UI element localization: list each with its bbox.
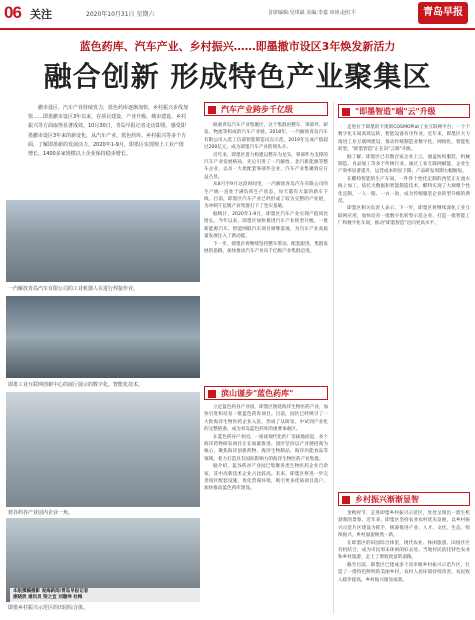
paragraph: 在即墨区的田园综合体里，现代农业、休闲旅游、田园社区有机结合，成为市民周末休闲的好去处。当地村民依托特色农业和乡村旅游，走上了增收致富的道路。 [338,540,470,561]
paragraph: 纵观青岛汽车产业集聚区，这个集群由整车、零部件、研发、物流等构成的汽车产业链。2018年，一汽解放青岛汽车有限公司入选工信部智能制造试点示范，2019年完成产值超过200亿元，成为即墨汽车产业的领头羊。 [204,123,328,151]
photo-caption: 即墨工业互联网创新中心的展厅展示的数字化、智能化技术。 [8,382,144,388]
paragraph: 在酷特智能的生产车间，一件件个性化定制的西装正在流水线上加工。依托大数据和智能制造技术，酷特实现了大规模个性化定制，一人一版、一衣一款，成为传统服装企业转型升级的典范。 [338,176,470,205]
paragraph: 在蓝色药谷产业园，一座座现代化的厂房拔地而起，多个海洋药物研发项目正在加紧推进。园区坚持以产业链招商为核心，聚焦海洋创新药物、海洋生物制品、海洋功能食品等领域，着力打造具有国际影响力的海洋生物医药产业集群。 [204,434,328,462]
photo-caption: 即墨乡村振兴示范区的田园综合体。 [8,605,89,611]
photo-pharma-park [6,392,200,507]
section-title: "即墨智造"端"云"升级 [355,107,436,116]
paragraph: 下一步，即墨区将继续坚持整车带动、配套跟进、集群发展的思路，加快推动汽车产业向千亿级产业集群迈进。 [204,241,328,254]
issue-date: 2020年10月31日 星期六 [86,11,155,18]
photo-robot-welding [6,200,200,282]
reporter-credits: 本版撰稿摄影 观海新闻/青岛早报记者 康晓欣 通讯员 梁之宜 刘璇坤 杜梅 [10,588,206,602]
section-title: 滨山谨步"蓝色药库" [221,389,294,398]
paragraph: 金秋时节，走进即墨乡村振兴示范区，处处呈现出一派生机勃勃的景象。近年来，即墨区坚持农业农村优先发展，以乡村振兴示范片区建设为抓手，统筹推进产业、人才、文化、生态、组织振兴，乡村面貌焕然一新。 [338,511,470,539]
paragraph: 从8月至9月这段时间里，一汽解放青岛汽车有限公司的生产线一直处于满负荷生产状态，每天都有大量的新车下线。目前，即墨区汽车产业已经形成了较为完整的产业链，为冲刺千亿级产业集群打下了坚实基础。 [204,182,328,210]
section-heading [204,102,328,116]
section-marker-icon [208,390,216,398]
lead-paragraph: 撤市设区，汽车产业持续发力，蓝色药库逐渐加快，乡村振兴步伐加快……即墨撤市设区3年以来，在项目建设、产业升级、城市建设、乡村振兴等方面取得显著成效，10月30日，青岛早报记者走访即墨，感受即墨撤市设区3年来的新变化，从汽车产业、蓝色药库、乡村振兴等多个方面，了解即墨新的发展活力。2020年1-9月，即墨区实现规上工业产值增长，1400多家规模以上企业保持稳步增长。 [28,105,189,158]
section-title: 乡村振兴渐渐显智 [355,495,419,504]
paragraph: 走进位于即墨的卡奥斯COSMOPlat工业互联网平台，一个个数字化车间高效运转，智能设备有序作业。近年来，即墨区大力推进工业互联网建设，推动传统制造业数字化、网络化、智能化转型，"即墨智造"正在向"云端"升级。 [338,125,470,153]
section-heading [204,386,328,400]
column-divider [333,102,334,614]
article-column [204,404,328,616]
section-label: 关注 [30,8,52,21]
editor-credits: 首席编辑:吴琪斌 美编:李嘉 审读:赵红平 [268,10,357,16]
section-marker-icon [342,108,350,116]
section-title: 汽车产业跨步千亿级 [221,105,293,114]
article-column [338,510,470,616]
paragraph: 即墨区相关负责人表示，下一步，即墨区将继续深化工业互联网应用，加快培育一批数字化转型示范企业，打造一批智能工厂和数字化车间，推动"即墨智造"迈向更高水平。 [338,206,470,227]
photo-industrial-internet [6,296,200,378]
section-heading [338,492,470,506]
paragraph: 立足蓝色药谷产业园，即墨区围绕海洋生物医药产业，加快引进和培育一批蓝色药库项目。目前，园区已经吸引了一大批海洋生物医药企业入驻，形成了从研发、中试到产业化的完整链条，成为青岛蓝色药库的重要承载区。 [204,405,328,433]
paragraph: 截至目前，即墨区已建成多个省市级乡村振兴示范片区，打造了一批特色鲜明的美丽乡村，农村人居环境持续改善，农民收入稳步提高，乡村振兴渐显成效。 [338,562,470,583]
paragraph: 据介绍，蓝谷药谷产业园已集聚各类生物医药企业百余家，其中高新技术企业占比较高。未来，即墨区将进一步完善园区配套设施，优化营商环境，吸引更多优质项目落户，加快推动蓝色药库建设。 [204,464,328,492]
photo-caption: 一汽解放青岛汽车有限公司的工业机器人在进行焊接作业。 [8,286,139,292]
section-marker-icon [342,496,350,504]
newspaper-logo: 青岛早报 [418,2,468,24]
section-marker-icon [208,106,216,114]
page-number: 06 [4,3,21,22]
photo-caption: 蓝谷药谷产业园内企业一角。 [8,510,74,516]
headline: 融合创新 形成特色产业聚集区 [43,60,432,93]
article-column [338,124,470,488]
paragraph: 据了解，即墨区已有数百家企业上云，涵盖纺织服装、机械制造、食品加工等多个传统行业。通过工业互联网赋能，企业生产效率显著提升，运营成本明显下降，产品研发周期大幅缩短。 [338,154,470,175]
article-column [204,122,328,380]
paragraph: 近年来，即墨区着力构建以整车为龙头，零部件为支撑的汽车产业发展格局，先后引进了一汽解放、北汽新能源等整车企业，以及一大批配套零部件企业，汽车产业集聚效应日益凸显。 [204,152,328,180]
section-heading [338,104,470,118]
page-header [0,0,475,30]
paragraph: 据统计，2020年1-9月，即墨区汽车产业实现产值同比增长。今年以来，即墨区加快推进汽车产业转型升级，一批新能源汽车、智能网联汽车项目相继落地，为汽车产业高质量发展注入了新动能。 [204,211,328,240]
subheadline: 蓝色药库、汽车产业、乡村振兴……即墨撤市设区3年焕发新活力 [79,40,396,53]
